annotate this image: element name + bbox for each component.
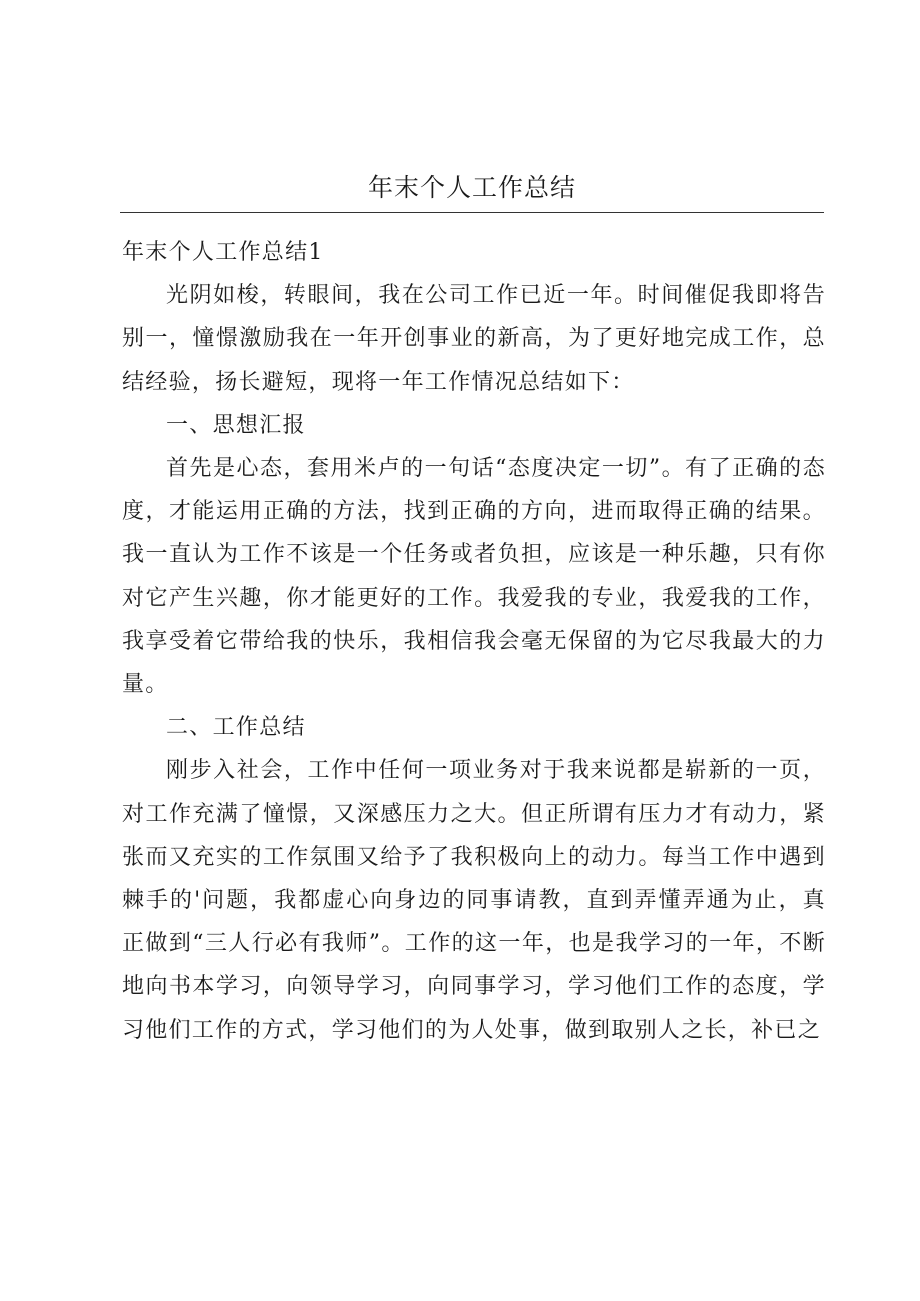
intro-paragraph: 光阴如梭，转眼间，我在公司工作已近一年。时间催促我即将告别一，憧憬激励我在一年开创事业的新高，为了更好地完成工作，总结经验，扬长避短，现将一年工作情况总结如下： xyxy=(122,283,826,395)
work-paragraph: 刚步入社会，工作中任何一项业务对于我来说都是崭新的一页，对工作充满了憧憬，又深感压力之大。但正所谓有压力才有动力，紧张而又充实的工作氛围又给予了我积极向上的动力。每当工作中遇到棘手的'问题，我都虚心向身边的同事请教，直到弄懂弄通为止，真正做到“三人行必有我师”。工作的这一年，也是我学习的一年，不断地向书本学习，向领导学习，向同事学习，学习他们工作的态度，学习他们工作的方式，学习他们的为人处事，做到取别人之长，补已之 xyxy=(122,758,826,1043)
heading-work-summary: 二、工作总结 xyxy=(166,715,306,741)
title-underline xyxy=(120,212,824,213)
section-title: 年末个人工作总结1 xyxy=(122,240,324,265)
heading-thought-report: 一、思想汇报 xyxy=(166,412,306,438)
document-body xyxy=(122,231,826,1052)
attitude-paragraph: 首先是心态，套用米卢的一句话“态度决定一切”。有了正确的态度，才能运用正确的方法，找到正确的方向，进而取得正确的结果。我一直认为工作不该是一个任务或者负担，应该是一种乐趣，只有你对它产生兴趣，你才能更好的工作。我爱我的专业，我爱我的工作，我享受着它带给我的快乐，我相信我会毫无保留的为它尽我最大的力量。 xyxy=(122,456,826,698)
document-title: 年末个人工作总结 xyxy=(367,173,576,202)
